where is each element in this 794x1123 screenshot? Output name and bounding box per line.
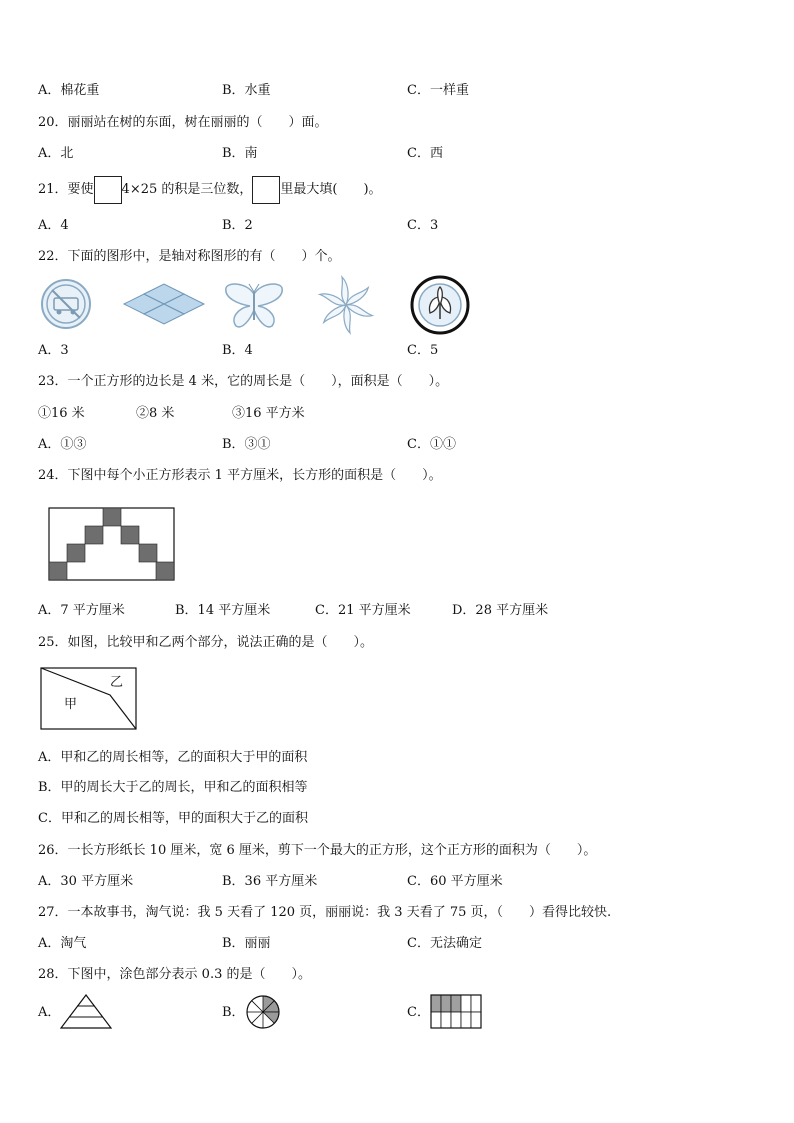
q19-option-a: A．棉花重 bbox=[38, 83, 100, 98]
q21-stem-part2: 4×25 的积是三位数， bbox=[121, 182, 253, 197]
q19-option-c: C．一样重 bbox=[407, 83, 469, 98]
no-parking-sign-figure bbox=[40, 278, 92, 330]
pinwheel-flower-figure bbox=[316, 275, 376, 335]
q28-option-a-label: A． bbox=[38, 1005, 61, 1020]
q23-choice-2: ②8 米 bbox=[136, 406, 175, 421]
q24-option-d: D．28 平方厘米 bbox=[452, 603, 549, 618]
q24-stem: 24．下图中每个小正方形表示 1 平方厘米，长方形的面积是（ ）。 bbox=[38, 468, 442, 483]
q21-stem-part1: 21．要使 bbox=[38, 182, 94, 197]
rhombus-tiles-figure bbox=[122, 283, 206, 325]
q23-option-b: B．③① bbox=[222, 437, 271, 452]
q21-option-c: C．3 bbox=[407, 218, 439, 233]
q20-option-a: A．北 bbox=[38, 146, 74, 161]
q21-stem-part3: 里最大填( )。 bbox=[280, 182, 382, 197]
q23-stem: 23．一个正方形的边长是 4 米，它的周长是（ ），面积是（ ）。 bbox=[38, 374, 449, 389]
q21-option-b: B．2 bbox=[222, 218, 253, 233]
q26-stem: 26．一长方形纸长 10 厘米，宽 6 厘米，剪下一个最大的正方形，这个正方形的面积为（ ）。 bbox=[38, 843, 597, 858]
q22-option-a: A．3 bbox=[38, 343, 69, 358]
q22-stem: 22．下面的图形中，是轴对称图形的有（ ）个。 bbox=[38, 249, 341, 264]
q19-option-b: B．水重 bbox=[222, 83, 271, 98]
divided-rectangle-figure bbox=[40, 667, 138, 731]
q23-choice-1: ①16 米 bbox=[38, 406, 85, 421]
leaf-emblem-figure bbox=[410, 275, 470, 335]
q20-option-b: B．南 bbox=[222, 146, 258, 161]
q24-option-b: B．14 平方厘米 bbox=[175, 603, 271, 618]
q28-stem: 28．下图中，涂色部分表示 0.3 的是（ ）。 bbox=[38, 967, 311, 982]
q25-option-c: C．甲和乙的周长相等，甲的面积大于乙的面积 bbox=[38, 811, 308, 826]
q21-option-a: A．4 bbox=[38, 218, 69, 233]
q21-blank-box-1 bbox=[94, 176, 122, 204]
q21-blank-box-2 bbox=[252, 176, 280, 204]
q26-option-b: B．36 平方厘米 bbox=[222, 874, 318, 889]
q22-option-c: C．5 bbox=[407, 343, 439, 358]
q28-option-c-label: C． bbox=[407, 1005, 430, 1020]
q25-stem: 25．如图，比较甲和乙两个部分，说法正确的是（ ）。 bbox=[38, 635, 374, 650]
q22-option-b: B．4 bbox=[222, 343, 253, 358]
q26-option-c: C．60 平方厘米 bbox=[407, 874, 503, 889]
grid-strip-figure bbox=[430, 994, 484, 1030]
q27-option-a: A．淘气 bbox=[38, 936, 87, 951]
fraction-circle-figure bbox=[244, 994, 282, 1030]
q25-label-yi: 乙 bbox=[110, 675, 124, 690]
q23-choice-3: ③16 平方米 bbox=[232, 406, 305, 421]
q20-option-c: C．西 bbox=[407, 146, 443, 161]
q23-option-a: A．①③ bbox=[38, 437, 87, 452]
q24-option-c: C．21 平方厘米 bbox=[315, 603, 411, 618]
layered-triangle-figure bbox=[60, 994, 112, 1030]
q27-stem: 27．一本故事书，淘气说：我 5 天看了 120 页，丽丽说：我 3 天看了 75 页，（ ）看得比较快. bbox=[38, 905, 612, 920]
butterfly-figure bbox=[224, 280, 284, 330]
q20-stem: 20．丽丽站在树的东面，树在丽丽的（ ）面。 bbox=[38, 115, 328, 130]
q25-label-jia: 甲 bbox=[64, 697, 78, 712]
staircase-rectangle-figure bbox=[48, 507, 176, 582]
q27-option-b: B．丽丽 bbox=[222, 936, 271, 951]
q25-option-b: B．甲的周长大于乙的周长，甲和乙的面积相等 bbox=[38, 780, 308, 795]
q25-option-a: A．甲和乙的周长相等，乙的面积大于甲的面积 bbox=[38, 750, 308, 765]
q21-stem bbox=[38, 176, 382, 204]
q24-option-a: A．7 平方厘米 bbox=[38, 603, 125, 618]
q27-option-c: C．无法确定 bbox=[407, 936, 482, 951]
q23-option-c: C．①① bbox=[407, 437, 456, 452]
q28-option-b-label: B． bbox=[222, 1005, 245, 1020]
q26-option-a: A．30 平方厘米 bbox=[38, 874, 134, 889]
